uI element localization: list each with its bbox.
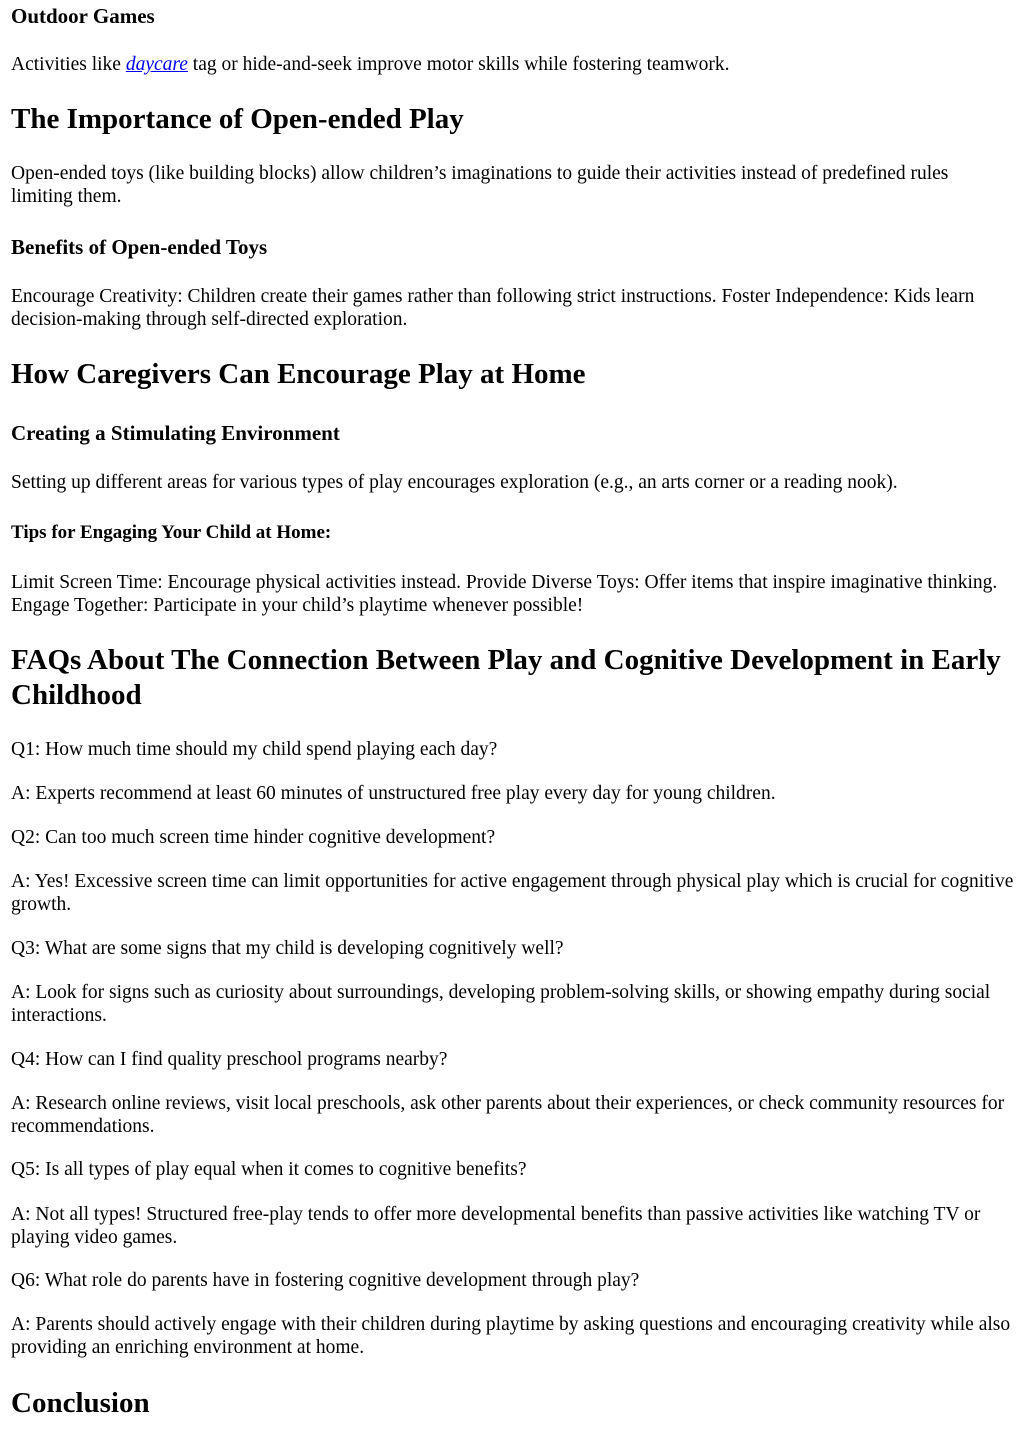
daycare-link[interactable]: daycare	[125, 54, 188, 75]
environment-paragraph: Setting up different areas for various types of play encourages exploration (e.g., an arts corner or a reading nook).	[11, 472, 898, 493]
subheading-tips-engaging-child: Tips for Engaging Your Child at Home:	[11, 522, 332, 543]
faq-answer: A: Parents should actively engage with their children during playtime by asking questions and encouraging creativity while also providing an enriching environment at home.	[11, 1314, 1011, 1358]
faq-question: Q3: What are some signs that my child is developing cognitively well?	[11, 938, 564, 959]
faq-question: Q5: Is all types of play equal when it comes to cognitive benefits?	[11, 1159, 527, 1180]
section-heading-caregivers: How Caregivers Can Encourage Play at Home	[11, 358, 586, 390]
faq-question: Q4: How can I find quality preschool programs nearby?	[11, 1049, 448, 1070]
subheading-benefits-open-ended-toys: Benefits of Open-ended Toys	[11, 235, 268, 259]
section-heading-conclusion: Conclusion	[11, 1387, 150, 1419]
outdoor-games-paragraph	[11, 53, 1014, 76]
open-ended-paragraph: Open-ended toys (like building blocks) allow children’s imaginations to guide their activities instead of predefined rules limiting them.	[11, 163, 949, 207]
faq-question: Q2: Can too much screen time hinder cognitive development?	[11, 827, 496, 848]
tips-paragraph: Limit Screen Time: Encourage physical activities instead. Provide Diverse Toys: Offer items that inspire imaginative thinking. Engage Together: Participate in your child’s playtime whenever possible!	[11, 572, 998, 616]
faq-answer: A: Look for signs such as curiosity about surroundings, developing problem-solving skills, or showing empathy during social interactions.	[11, 982, 991, 1026]
faq-question: Q1: How much time should my child spend playing each day?	[11, 739, 498, 760]
faq-question: Q6: What role do parents have in fostering cognitive development through play?	[11, 1270, 640, 1291]
section-heading-open-ended-play: The Importance of Open-ended Play	[11, 103, 464, 135]
faq-answer: A: Yes! Excessive screen time can limit opportunities for active engagement through physical play which is crucial for cognitive growth.	[11, 871, 1014, 915]
section-heading-faqs: FAQs About The Connection Between Play and Cognitive Development in Early Childhood	[11, 644, 1001, 711]
paragraph-text-after-link: tag or hide-and-seek improve motor skills while fostering teamwork.	[187, 54, 730, 75]
subheading-stimulating-environment: Creating a Stimulating Environment	[11, 421, 340, 445]
benefits-paragraph: Encourage Creativity: Children create their games rather than following strict instructions. Foster Independence: Kids learn decision-making through self-directed exploration.	[11, 286, 975, 330]
faq-answer: A: Experts recommend at least 60 minutes of unstructured free play every day for young children.	[11, 783, 776, 804]
faq-answer: A: Research online reviews, visit local preschools, ask other parents about their experiences, or check community resources for recommendations.	[11, 1093, 1005, 1137]
paragraph-text-before-link: Activities like	[11, 54, 126, 75]
section-heading-outdoor-games: Outdoor Games	[11, 4, 155, 28]
faq-answer: A: Not all types! Structured free-play tends to offer more developmental benefits than passive activities like watching TV or playing video games.	[11, 1204, 981, 1248]
